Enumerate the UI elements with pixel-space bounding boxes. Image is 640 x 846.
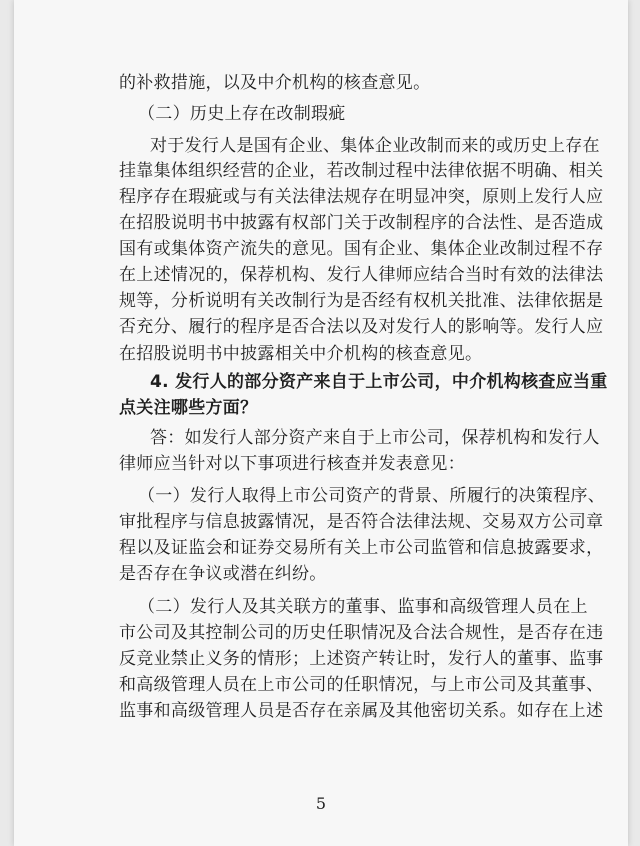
text-line: 的补救措施，以及中介机构的核查意见。 [119,73,431,93]
question-heading: 4. 发行人的部分资产来自于上市公司，中介机构核查应当重 [150,372,608,392]
question-heading: 点关注哪些方面？ [119,398,258,418]
page-number: 5 [315,794,327,813]
text-line: 挂靠集体组织经营的企业，若改制过程中法律依据不明确、相关 [119,161,604,181]
text-line: 程序存在瑕疵或与有关法律法规存在明显冲突，原则上发行人应 [119,187,604,207]
text-line: 和高级管理人员在上市公司的任职情况，与上市公司及其董事、 [119,675,604,695]
text-line: 反竞业禁止义务的情形；上述资产转让时，发行人的董事、监事 [119,649,604,669]
document-page [14,0,628,846]
text-line: 否充分、履行的程序是否合法以及对发行人的影响等。发行人应 [119,317,604,337]
text-line: 市公司及其控制公司的历史任职情况及合法合规性，是否存在违 [119,623,604,643]
text-line: 程以及证监会和证券交易所有关上市公司监管和信息披露要求， [119,538,604,558]
text-line: 在招股说明书中披露相关中介机构的核查意见。 [119,344,483,364]
text-line: 是否存在争议或潜在纠纷。 [119,564,327,584]
text-line: 国有或集体资产流失的意见。国有企业、集体企业改制过程不存 [119,239,604,259]
text-line: 监事和高级管理人员是否存在亲属及其他密切关系。如存在上述 [119,701,604,721]
text-line: 答：如发行人部分资产来自于上市公司，保荐机构和发行人 [150,428,600,448]
text-line: 在招股说明书中披露有权部门关于改制程序的合法性、是否造成 [119,213,604,233]
text-line: 审批程序与信息披露情况，是否符合法律法规、交易双方公司章 [119,512,604,532]
text-line: 规等，分析说明有关改制行为是否经有权机关批准、法律依据是 [119,291,604,311]
text-line: 律师应当针对以下事项进行核查并发表意见： [119,454,465,474]
text-line: （一）发行人取得上市公司资产的背景、所履行的决策程序、 [138,486,606,506]
text-line: （二）发行人及其关联方的董事、监事和高级管理人员在上 [138,597,588,617]
section-heading: （二）历史上存在改制瑕疵 [138,104,346,124]
text-line: 在上述情况的，保荐机构、发行人律师应结合当时有效的法律法 [119,265,604,285]
text-line: 对于发行人是国有企业、集体企业改制而来的或历史上存在 [150,136,600,156]
